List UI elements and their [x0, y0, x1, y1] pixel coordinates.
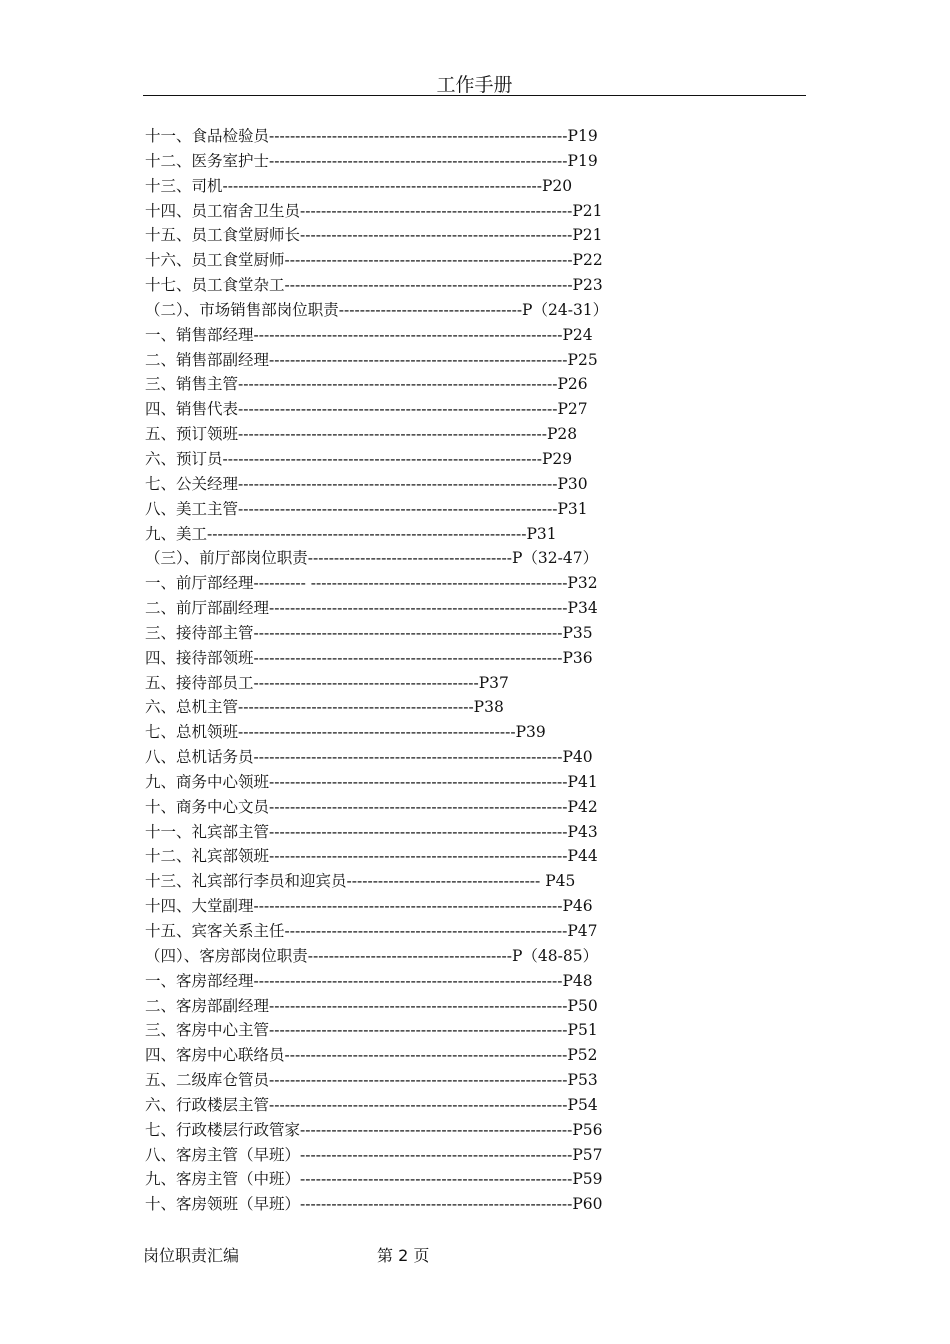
toc-entry: 九、客房主管（中班）----------------------------------------------------P59 — [145, 1170, 603, 1189]
toc-entry: 九、商务中心领班---------------------------------------------------------P41 — [145, 772, 598, 791]
toc-entry: 八、美工主管-------------------------------------------------------------P31 — [145, 499, 588, 518]
toc-entry: （三）、前厅部岗位职责---------------------------------------P（32-47） — [145, 549, 599, 568]
toc-entry: 十二、礼宾部领班---------------------------------------------------------P44 — [145, 847, 598, 866]
toc-entry: 十二、医务室护士---------------------------------------------------------P19 — [145, 151, 598, 170]
toc-entry: 十三、司机-------------------------------------------------------------P20 — [145, 176, 573, 195]
toc-entry: 八、客房主管（早班）----------------------------------------------------P57 — [145, 1145, 603, 1164]
toc-entry: 二、销售部副经理---------------------------------------------------------P25 — [145, 350, 598, 369]
toc-entry: 六、预订员-------------------------------------------------------------P29 — [145, 449, 573, 468]
toc-entry: 十、客房领班（早班）----------------------------------------------------P60 — [145, 1195, 603, 1214]
footer-page-number: 第 2 页 — [377, 1246, 430, 1265]
toc-entry: 十六、员工食堂厨师-------------------------------------------------------P22 — [145, 251, 603, 270]
toc-entry: 五、接待部员工-------------------------------------------P37 — [145, 673, 509, 692]
footer-document-title: 岗位职责汇编 — [143, 1246, 240, 1265]
toc-entry: 一、销售部经理-----------------------------------------------------------P24 — [145, 325, 593, 344]
toc-entry: 七、总机领班-----------------------------------------------------P39 — [145, 723, 546, 742]
toc-entry: 十三、礼宾部行李员和迎宾员------------------------------------- P45 — [145, 872, 576, 891]
table-of-contents — [145, 124, 805, 1217]
toc-entry: 二、客房部副经理---------------------------------------------------------P50 — [145, 996, 598, 1015]
toc-entry: （四）、客房部岗位职责---------------------------------------P（48-85） — [145, 946, 599, 965]
toc-entry: 四、接待部领班-----------------------------------------------------------P36 — [145, 648, 593, 667]
toc-entry: 十四、大堂副理-----------------------------------------------------------P46 — [145, 897, 593, 916]
toc-entry: 五、二级库仓管员---------------------------------------------------------P53 — [145, 1071, 598, 1090]
toc-entry: （二）、市场销售部岗位职责-----------------------------------P（24-31） — [145, 300, 609, 319]
toc-entry: 三、销售主管-------------------------------------------------------------P26 — [145, 375, 588, 394]
toc-entry: 六、行政楼层主管---------------------------------------------------------P54 — [145, 1095, 598, 1114]
toc-entry: 四、客房中心联络员------------------------------------------------------P52 — [145, 1046, 598, 1065]
toc-entry: 五、预订领班-----------------------------------------------------------P28 — [145, 425, 578, 444]
toc-entry: 十一、礼宾部主管---------------------------------------------------------P43 — [145, 822, 598, 841]
header-title: 工作手册 — [436, 74, 513, 96]
toc-entry: 十五、员工食堂厨师长----------------------------------------------------P21 — [145, 226, 603, 245]
toc-entry: 十五、宾客关系主任------------------------------------------------------P47 — [145, 922, 598, 940]
toc-entry: 一、前厅部经理---------- -------------------------------------------------P32 — [145, 574, 598, 593]
toc-entry: 七、行政楼层行政管家----------------------------------------------------P56 — [145, 1120, 603, 1139]
toc-entry: 七、公关经理-------------------------------------------------------------P30 — [145, 474, 588, 493]
header-divider — [143, 95, 806, 96]
toc-entry: 十一、食品检验员---------------------------------------------------------P19 — [145, 127, 598, 145]
toc-entry: 一、客房部经理-----------------------------------------------------------P48 — [145, 971, 593, 990]
toc-entry: 三、接待部主管-----------------------------------------------------------P35 — [145, 623, 593, 642]
toc-entry: 十、商务中心文员---------------------------------------------------------P42 — [145, 797, 598, 816]
toc-entry: 六、总机主管---------------------------------------------P38 — [145, 698, 504, 717]
toc-entry: 十七、员工食堂杂工-------------------------------------------------------P23 — [145, 276, 603, 295]
toc-entry: 十四、员工宿舍卫生员----------------------------------------------------P21 — [145, 201, 603, 220]
toc-entry: 八、总机话务员-----------------------------------------------------------P40 — [145, 748, 593, 767]
toc-entry: 二、前厅部副经理---------------------------------------------------------P34 — [145, 599, 598, 618]
toc-entry: 四、销售代表-------------------------------------------------------------P27 — [145, 400, 588, 419]
toc-entry: 九、美工-------------------------------------------------------------P31 — [145, 524, 557, 543]
toc-entry: 三、客房中心主管---------------------------------------------------------P51 — [145, 1021, 598, 1040]
